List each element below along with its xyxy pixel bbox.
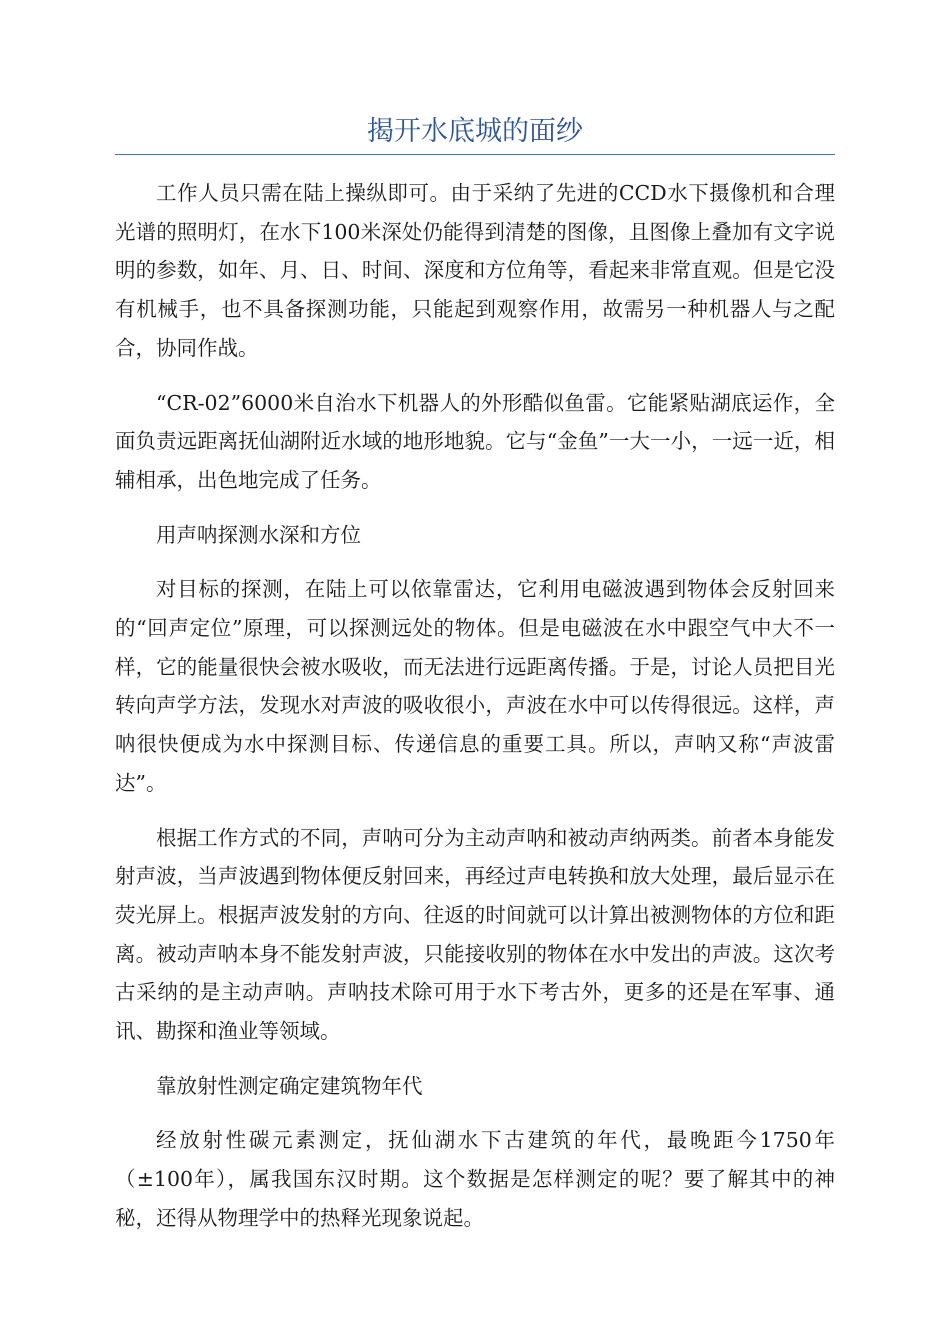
title-underline: [115, 154, 835, 155]
paragraph-sonar-types: 根据工作方式的不同，声呐可分为主动声呐和被动声纳两类。前者本身能发射声波，当声波遇到物体便反射回来，再经过声电转换和放大处理，最后显示在荧光屏上。根据声波发射的方向、往返的时间就可以计算出被测物体的方位和距离。被动声呐本身不能发射声波，只能接收别的物体在水中发出的声波。这次考古采纳的是主动声呐。声呐技术除可用于水下考古外，更多的还是在军事、通讯、勘探和渔业等领域。: [115, 825, 835, 1044]
paragraph-sonar-principle: 对目标的探测，在陆上可以依靠雷达，它利用电磁波遇到物体会反射回来的“回声定位”原理，可以探测远处的物体。但是电磁波在水中跟空气中大不一样，它的能量很快会被水吸收，而无法进行远距离传播。于是，讨论人员把目光转向声学方法，发现水对声波的吸收很小，声波在水中可以传得很远。这样，声呐很快便成为水中探测目标、传递信息的重要工具。所以，声呐又称“声波雷达”。: [115, 577, 835, 795]
document-title: 揭开水底城的面纱: [367, 116, 583, 147]
paragraph-camera-robot: 工作人员只需在陆上操纵即可。由于采纳了先进的CCD水下摄像机和合理光谱的照明灯，在水下100米深处仍能得到清楚的图像，且图像上叠加有文字说明的参数，如年、月、日、时间、深度和方位角等，看起来非常直观。但是它没有机械手，也不具备探测功能，只能起到观察作用，故需另一种机器人与之配合，协同作战。: [115, 181, 835, 360]
document-body: [115, 174, 835, 1254]
section-heading-dating: 靠放射性测定确定建筑物年代: [156, 1073, 423, 1098]
paragraph-carbon-dating: 经放射性碳元素测定，抚仙湖水下古建筑的年代，最晚距今1750年（±100年），属我国东汉时期。这个数据是怎样测定的呢？要了解其中的神秘，还得从物理学中的热释光现象说起。: [115, 1128, 835, 1230]
section-heading-sonar: 用声呐探测水深和方位: [156, 522, 361, 547]
paragraph-cr02-robot: “CR-02”6000米自治水下机器人的外形酷似鱼雷。它能紧贴湖底运作，全面负责远距离抚仙湖附近水域的地形地貌。它与“金鱼”一大一小，一远一近，相辅相承，出色地完成了任务。: [115, 390, 835, 492]
